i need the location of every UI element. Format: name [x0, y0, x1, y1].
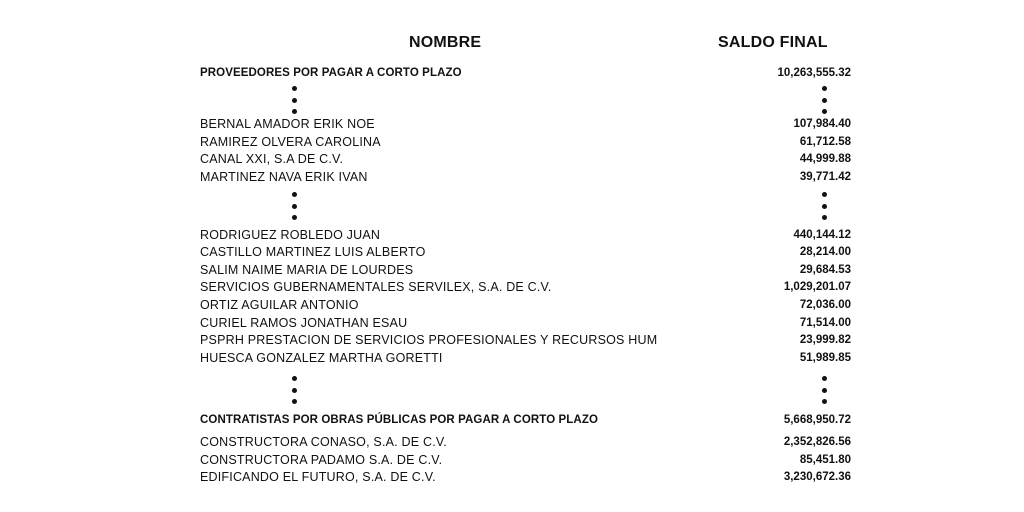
row-amount: 2,352,826.56 [783, 436, 851, 448]
row-amount: 440,144.12 [793, 229, 851, 241]
row-amount: 85,451.80 [799, 454, 851, 466]
row-name: SALIM NAIME MARIA DE LOURDES [200, 263, 414, 277]
row-amount: 51,989.85 [799, 352, 851, 364]
section-amount: 10,263,555.32 [777, 67, 851, 79]
row-amount: 107,984.40 [793, 118, 851, 130]
ellipsis-dots [822, 86, 828, 114]
row-name: ORTIZ AGUILAR ANTONIO [200, 298, 359, 312]
table-row [200, 279, 851, 296]
ellipsis-dots [292, 376, 298, 404]
row-name: CONSTRUCTORA CONASO, S.A. DE C.V. [200, 435, 447, 449]
section-row-contratistas [200, 412, 851, 429]
section-row-proveedores [200, 65, 851, 82]
table-row [200, 151, 851, 168]
table-row [200, 332, 851, 349]
row-name: PSPRH PRESTACION DE SERVICIOS PROFESIONALES Y RECURSOS HUM [200, 333, 658, 347]
table-row [200, 452, 851, 469]
ellipsis-dots [822, 376, 828, 404]
table-row [200, 315, 851, 332]
section-amount: 5,668,950.72 [783, 414, 851, 426]
column-header-nombre: NOMBRE [409, 34, 482, 51]
table-row [200, 350, 851, 367]
table-row [200, 134, 851, 151]
row-amount: 44,999.88 [799, 153, 851, 165]
table-row [200, 116, 851, 133]
row-amount: 1,029,201.07 [783, 281, 851, 293]
row-name: CANAL XXI, S.A DE C.V. [200, 152, 344, 166]
ellipsis-dots [292, 86, 298, 114]
ellipsis-dots [822, 192, 828, 220]
row-name: HUESCA GONZALEZ MARTHA GORETTI [200, 351, 443, 365]
row-name: MARTINEZ NAVA ERIK IVAN [200, 170, 368, 184]
table-row [200, 262, 851, 279]
row-name: BERNAL AMADOR ERIK NOE [200, 117, 375, 131]
table-row [200, 297, 851, 314]
section-title: CONTRATISTAS POR OBRAS PÚBLICAS POR PAGAR A CORTO PLAZO [200, 414, 598, 426]
row-amount: 72,036.00 [799, 299, 851, 311]
row-amount: 71,514.00 [799, 317, 851, 329]
row-amount: 3,230,672.36 [783, 471, 851, 483]
row-name: RODRIGUEZ ROBLEDO JUAN [200, 228, 381, 242]
row-name: EDIFICANDO EL FUTURO, S.A. DE C.V. [200, 470, 436, 484]
ellipsis-dots [292, 192, 298, 220]
row-name: CASTILLO MARTINEZ LUIS ALBERTO [200, 245, 426, 259]
row-name: SERVICIOS GUBERNAMENTALES SERVILEX, S.A. DE C.V. [200, 280, 552, 294]
row-amount: 29,684.53 [799, 264, 851, 276]
table-row [200, 434, 851, 451]
row-amount: 28,214.00 [799, 246, 851, 258]
row-name: CONSTRUCTORA PADAMO S.A. DE C.V. [200, 453, 443, 467]
column-header-saldo-final: SALDO FINAL [718, 34, 828, 51]
table-row [200, 244, 851, 261]
row-name: RAMIREZ OLVERA CAROLINA [200, 135, 381, 149]
table-row [200, 169, 851, 186]
row-amount: 39,771.42 [799, 171, 851, 183]
table-row [200, 469, 851, 486]
table-row [200, 227, 851, 244]
section-title: PROVEEDORES POR PAGAR A CORTO PLAZO [200, 67, 462, 79]
row-name: CURIEL RAMOS JONATHAN ESAU [200, 316, 408, 330]
row-amount: 61,712.58 [799, 136, 851, 148]
row-amount: 23,999.82 [799, 334, 851, 346]
